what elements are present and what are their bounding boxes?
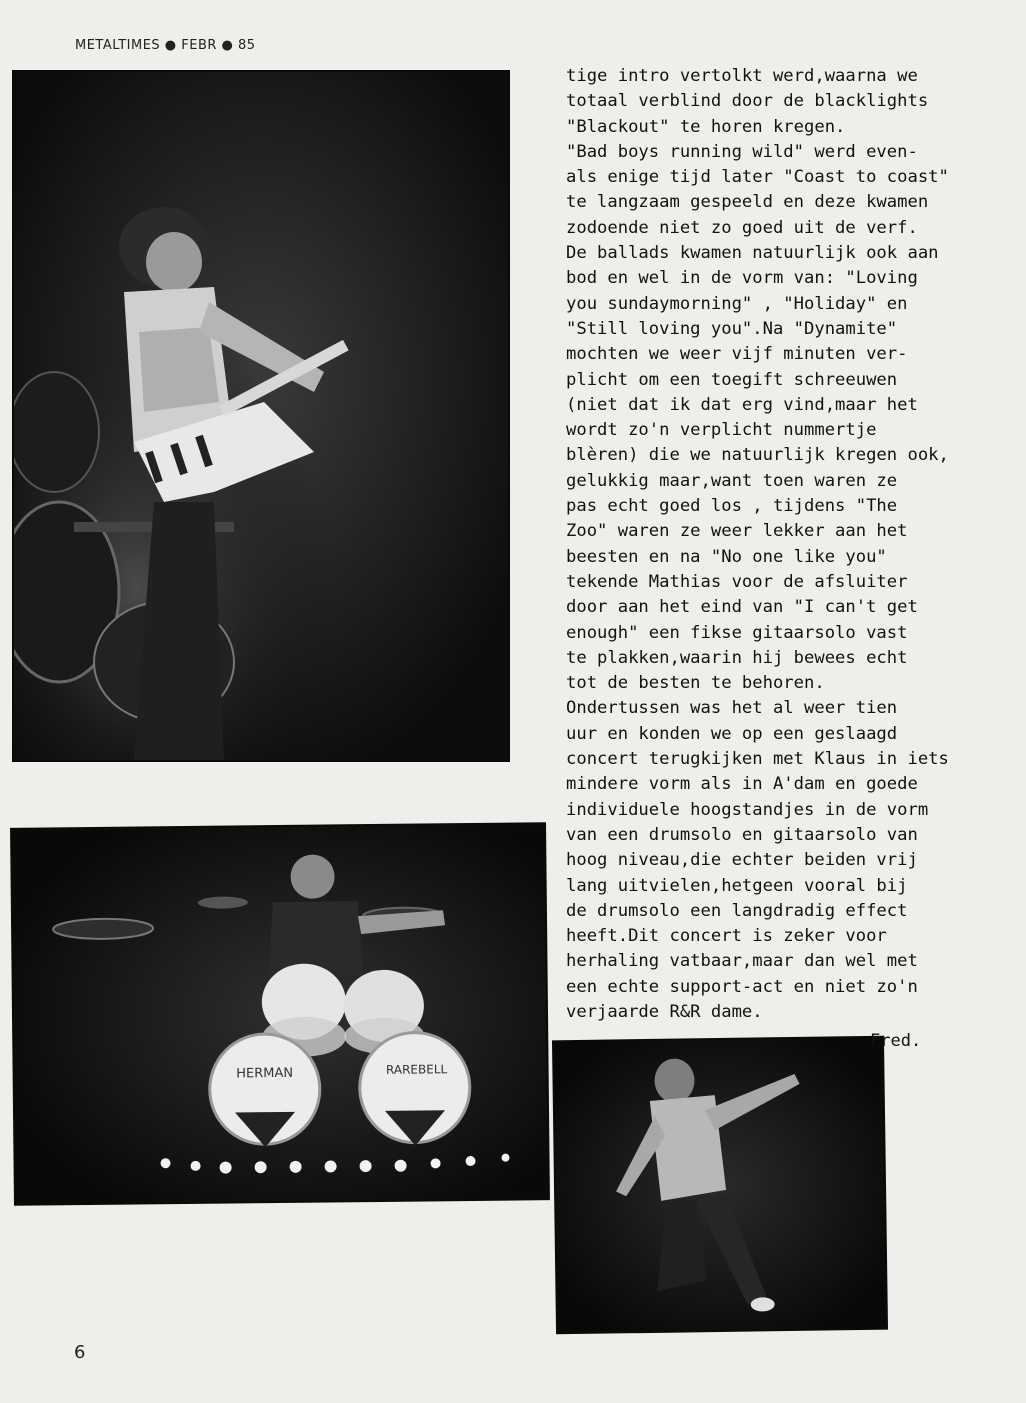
article-line: hoog niveau,die echter beiden vrij [566,850,918,871]
article-line: concert terugkijken met Klaus in iets [566,749,949,770]
article-line: verjaarde R&R dame. [566,1001,763,1022]
bass-drum-left-label: HERMAN [236,1065,294,1082]
article-line: een echte support-act en niet zo'n [566,976,918,997]
drummer-photo-illustration [12,824,548,1204]
article-line: plicht om een toegift schreeuwen [566,369,898,390]
article-line: zodoende niet zo goed uit de verf. [566,217,918,238]
bass-drum-right-label: RAREBELL [385,1062,448,1077]
article-line: heeft.Dit concert is zeker voor [566,926,887,947]
singer-photo [554,1038,886,1333]
guitarist-photo-illustration [14,72,508,760]
article-line: tot de besten te behoren. [566,673,825,694]
article-line: van een drumsolo en gitaarsolo van [566,824,918,845]
guitarist-photo [14,72,508,760]
article-line: wordt zo'n verplicht nummertje [566,420,877,441]
article-line: gelukkig maar,want toen waren ze [566,470,898,491]
article-line: bod en wel in de vorm van: "Loving [566,268,918,289]
article-line: totaal verblind door de blacklights [566,91,929,112]
article-line: herhaling vatbaar,maar dan wel met [566,951,918,972]
article-line: te langzaam gespeeld en deze kwamen [566,192,929,213]
singer-photo-illustration [554,1038,886,1333]
page-number: 6 [74,1342,86,1363]
article-line: tige intro vertolkt werd,waarna we [566,66,918,86]
article-line: enough" een fikse gitaarsolo vast [566,622,908,643]
article-line: pas echt goed los , tijdens "The [566,496,898,517]
article-line: blèren) die we natuurlijk kregen ook, [566,445,949,466]
article-body [566,64,1018,1025]
article-line: you sundaymorning" , "Holiday" en [566,293,908,314]
article-line: lang uitvielen,hetgeen vooral bij [566,875,908,896]
article-line: door aan het eind van "I can't get [566,597,918,618]
article-signature: Fred. [870,1031,922,1051]
article-line: "Blackout" te horen kregen. [566,116,846,137]
article-line: te plakken,waarin hij bewees echt [566,647,908,668]
article-line: Zoo" waren ze weer lekker aan het [566,521,908,542]
article-line: tekende Mathias voor de afsluiter [566,571,908,592]
article-line: uur en konden we op een geslaagd [566,723,898,744]
article-line: individuele hoogstandjes in de vorm [566,799,929,820]
article-line: Ondertussen was het al weer tien [566,698,898,719]
page-header: METALTIMES ● FEBR ● 85 [75,38,256,53]
article-line: de drumsolo een langdradig effect [566,900,908,921]
article-line: mochten we weer vijf minuten ver- [566,344,908,365]
article-line: als enige tijd later "Coast to coast" [566,167,949,188]
drummer-photo [12,824,548,1204]
article-line: mindere vorm als in A'dam en goede [566,774,918,795]
article-line: "Still loving you".Na "Dynamite" [566,318,898,339]
article-line: "Bad boys running wild" werd even- [566,141,918,162]
article-line: beesten en na "No one like you" [566,546,887,567]
article-line: (niet dat ik dat erg vind,maar het [566,394,918,415]
article-line: De ballads kwamen natuurlijk ook aan [566,243,939,264]
